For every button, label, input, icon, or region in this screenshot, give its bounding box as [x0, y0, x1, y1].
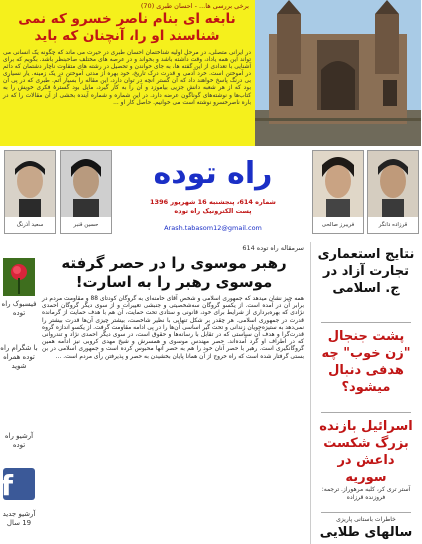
telegram-label[interactable]: با شگرام راه توده همراه شوید: [0, 344, 38, 370]
right-link-3[interactable]: [316, 418, 416, 502]
building-photo: [255, 0, 421, 146]
right-link-1[interactable]: [316, 246, 416, 297]
portrait-3: [312, 150, 364, 234]
right-link-3-sub: آستر تری کر، کلبه مرهوراز. ترجمه: فروزنده قرزاده: [321, 486, 411, 501]
right-link-4[interactable]: [316, 516, 416, 541]
portrait-caption: سعید آذرنگ: [5, 217, 55, 233]
portrait-2: [60, 150, 112, 234]
divider: [321, 512, 411, 513]
right-link-2-title: پشت جنجال "زن خوب" چه هدفی دنبال میشود؟: [321, 329, 411, 395]
article-headline[interactable]: رهبر موسوی را در حصر گرفته موسوی رهبر را به اسارت!: [61, 254, 287, 291]
right-link-4-title: سالهای طلایی: [319, 525, 413, 540]
right-link-1-title: نتایج استعماری تجارت آزاد در ج. اسلامی: [317, 247, 415, 296]
email-link[interactable]: Arash.tabasom12@gmail.com: [164, 224, 262, 232]
top-section: [0, 0, 421, 146]
right-sidebar: [310, 242, 422, 544]
archive-label[interactable]: آرشیو راه توده: [4, 432, 34, 449]
portrait-photo: [61, 151, 111, 217]
intro-body: در ایرانی متصلی، در مرحلِ اولیه شناختمان احسان طبری در حیرت می ماند که چگونه یک انسانی می تواند این همه یاداد، وقت داشته باشد و بخواند و در عرصه های مختلف صاحبنظر باشد. بگویم که برای آشنایی با تعدادی از این گفته ها، به جای خواندن و تحصیل در رشته های متفاوت ناچار دشتمان که دائم در آموختن است. خرد آدمی و قدرت درک تاریخ، خود بهره از مدتی آموختن در یک زمینه. یار نسیاری بی درنگ پاسخ خواهند داد که آن گستر آنچه در توان دارد، این مقاله را بسیار آتم. طبری که در پی آن بود که از هر شعبه دانش جزیی بیاموزد و آن را به کار گیرد، مایل بود گسترهٔ فکری خویش را به کتاب‌ها و نوشته‌های گوناگون عرضه دارد. در این شماره و شماره آینده بخشی از آن مقالات را که در باره ناصرخسرو نوشته است می خوانیم. حاصل کار او ...: [3, 50, 251, 106]
portrait-photo: [368, 151, 418, 217]
logo-text: راه توده: [153, 156, 273, 191]
intro-headline[interactable]: نابغه ای بنام ناصر خسرو که نمی شناسند او را، آنچنان که باید: [18, 11, 236, 44]
facebook-icon[interactable]: [0, 468, 35, 502]
article-kicker: سرمقاله راه توده 614: [242, 244, 304, 252]
issue-email-label: پست الکترونیک راه توده: [174, 207, 252, 215]
issue-date: شماره 614، پنجشنبه 16 شهریور 1396: [150, 198, 276, 206]
right-link-3-title: اسرائیل بازنده بزرگ شکست داعش در سوریه: [319, 419, 413, 485]
issue-info: [118, 198, 308, 216]
portrait-4: [367, 150, 419, 234]
facebook-label[interactable]: فیسبوک راه توده: [1, 300, 37, 317]
right-link-4-sub: خاطرات باستانی پاریزی: [336, 516, 396, 523]
rose-icon[interactable]: [3, 258, 35, 296]
portrait-caption: فریبرز صالحی: [313, 217, 363, 233]
divider: [321, 412, 411, 413]
svg-text:f: f: [0, 469, 13, 502]
left-sidebar: [0, 242, 38, 544]
new-archive-label[interactable]: آرشیو جدید 19 سال: [2, 510, 36, 527]
main-article: [40, 242, 308, 544]
logo[interactable]: [118, 154, 308, 194]
intro-box: [0, 0, 255, 146]
masthead: [0, 146, 421, 236]
portrait-photo: [313, 151, 363, 217]
article-body: همه چیز نشان میدهد که جمهوری اسلامی و شخص آقای خامنه‌ای به گروگان کودتای 88 و مقاومت مردم در برابر آن در آمده است. از یکسو گروگان سه‌شخصیتی و جنبشی تغییرات و از سوی دیگر گروگان احمدی نژادی که بهره‌برداری از شرایط برای خود، قانونی و ستادی تحت حمایت، آن هم با هدف حمایت از گرمانده قدرت در جمهوری اسلامی. هر چقدر بر شکل تنهایی با نظیر شاخصت، بیشتر چیزی آن‌ها قدرت بیشتر را نمی‌دهد به ستیزه‌جویان زندانی و تحت گیر اساسی آن‌ها را در پی ادامه مقاومت گرفت. از یکسو اندازه گروه قدرت‌گرا و هدف آن سیاستی که در تقابل با رسانه‌ها و حقوق است، در سوی دیگر احمدی نژاد و تندروانی که در اطراف او گرد آمده‌اند. حصر مهندس موسوی و همسرش و شیخ مهدی کروبی نیز ادامه همین گروگانگیری است. رهبر با حصر آنان خود را هم به حصر آنها محبوس کرده است و جمهوری اسلامی در بن بستی گرفتار شده است که راه خروج از آن همانا پایان بخشیدن به حصر و پذیرفتن رأی مردم است. ...: [42, 296, 304, 360]
intro-kicker: برخی بررسی ها... - احسان طبری (70): [140, 2, 249, 10]
portrait-caption: حسین قنبر: [61, 217, 111, 233]
right-link-2[interactable]: [316, 328, 416, 396]
portrait-caption: قرزاده دانگر: [368, 217, 418, 233]
divider: [321, 322, 411, 323]
portrait-1: [4, 150, 56, 234]
portrait-photo: [5, 151, 55, 217]
